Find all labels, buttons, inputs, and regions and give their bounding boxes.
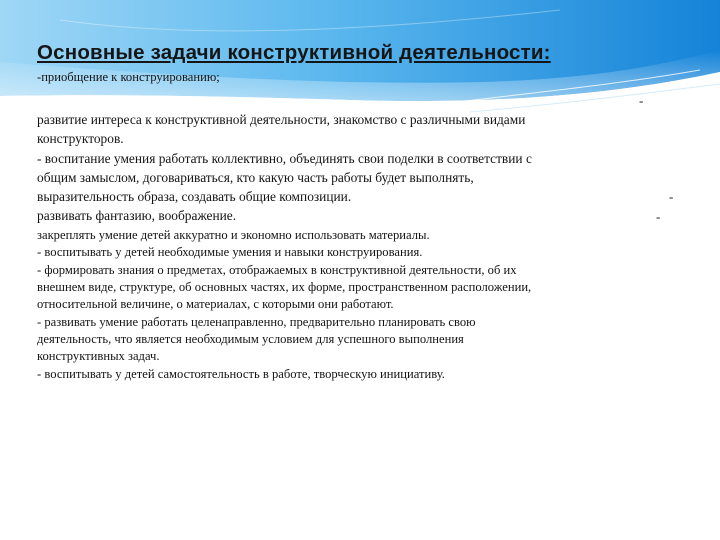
list-dash: -	[669, 189, 674, 204]
text-line: конструкторов.	[37, 131, 124, 146]
text-line: развитие интереса к конструктивной деятельности, знакомство с различными видами	[37, 112, 526, 127]
text-line: деятельность, что является необходимым условием для успешного выполнения	[37, 332, 464, 346]
header-banner	[0, 0, 720, 130]
text-line: относительной величине, о материалах, с которыми они работают.	[37, 297, 394, 311]
text-line: общим замыслом, договариваться, кто какую часть работы будет выполнять,	[37, 170, 474, 185]
slide-title: Основные задачи конструктивной деятельности:	[37, 41, 551, 64]
text-line: - воспитывать у детей самостоятельность в работе, творческую инициативу.	[37, 367, 445, 381]
text-line: закреплять умение детей аккуратно и экономно использовать материалы.	[37, 228, 430, 242]
text-line: выразительность образа, создавать общие композиции.	[37, 189, 352, 204]
text-line: развивать фантазию, воображение.	[37, 208, 237, 223]
banner-wave-graphic	[0, 0, 720, 130]
list-dash: -	[639, 93, 644, 108]
text-line: внешнем виде, структуре, об основных частях, их форме, пространственном расположении,	[37, 280, 532, 294]
text-line: - воспитание умения работать коллективно, объединять свои поделки в соответствии с	[37, 151, 532, 166]
list-dash: -	[656, 209, 661, 224]
text-line: - развивать умение работать целенаправленно, предварительно планировать свою	[37, 315, 476, 329]
text-line: -приобщение к конструированию;	[37, 70, 220, 84]
text-line: - воспитывать у детей необходимые умения и навыки конструирования.	[37, 245, 423, 259]
text-line: конструктивных задач.	[37, 349, 160, 363]
text-line: - формировать знания о предметах, отображаемых в конструктивной деятельности, об их	[37, 263, 517, 277]
